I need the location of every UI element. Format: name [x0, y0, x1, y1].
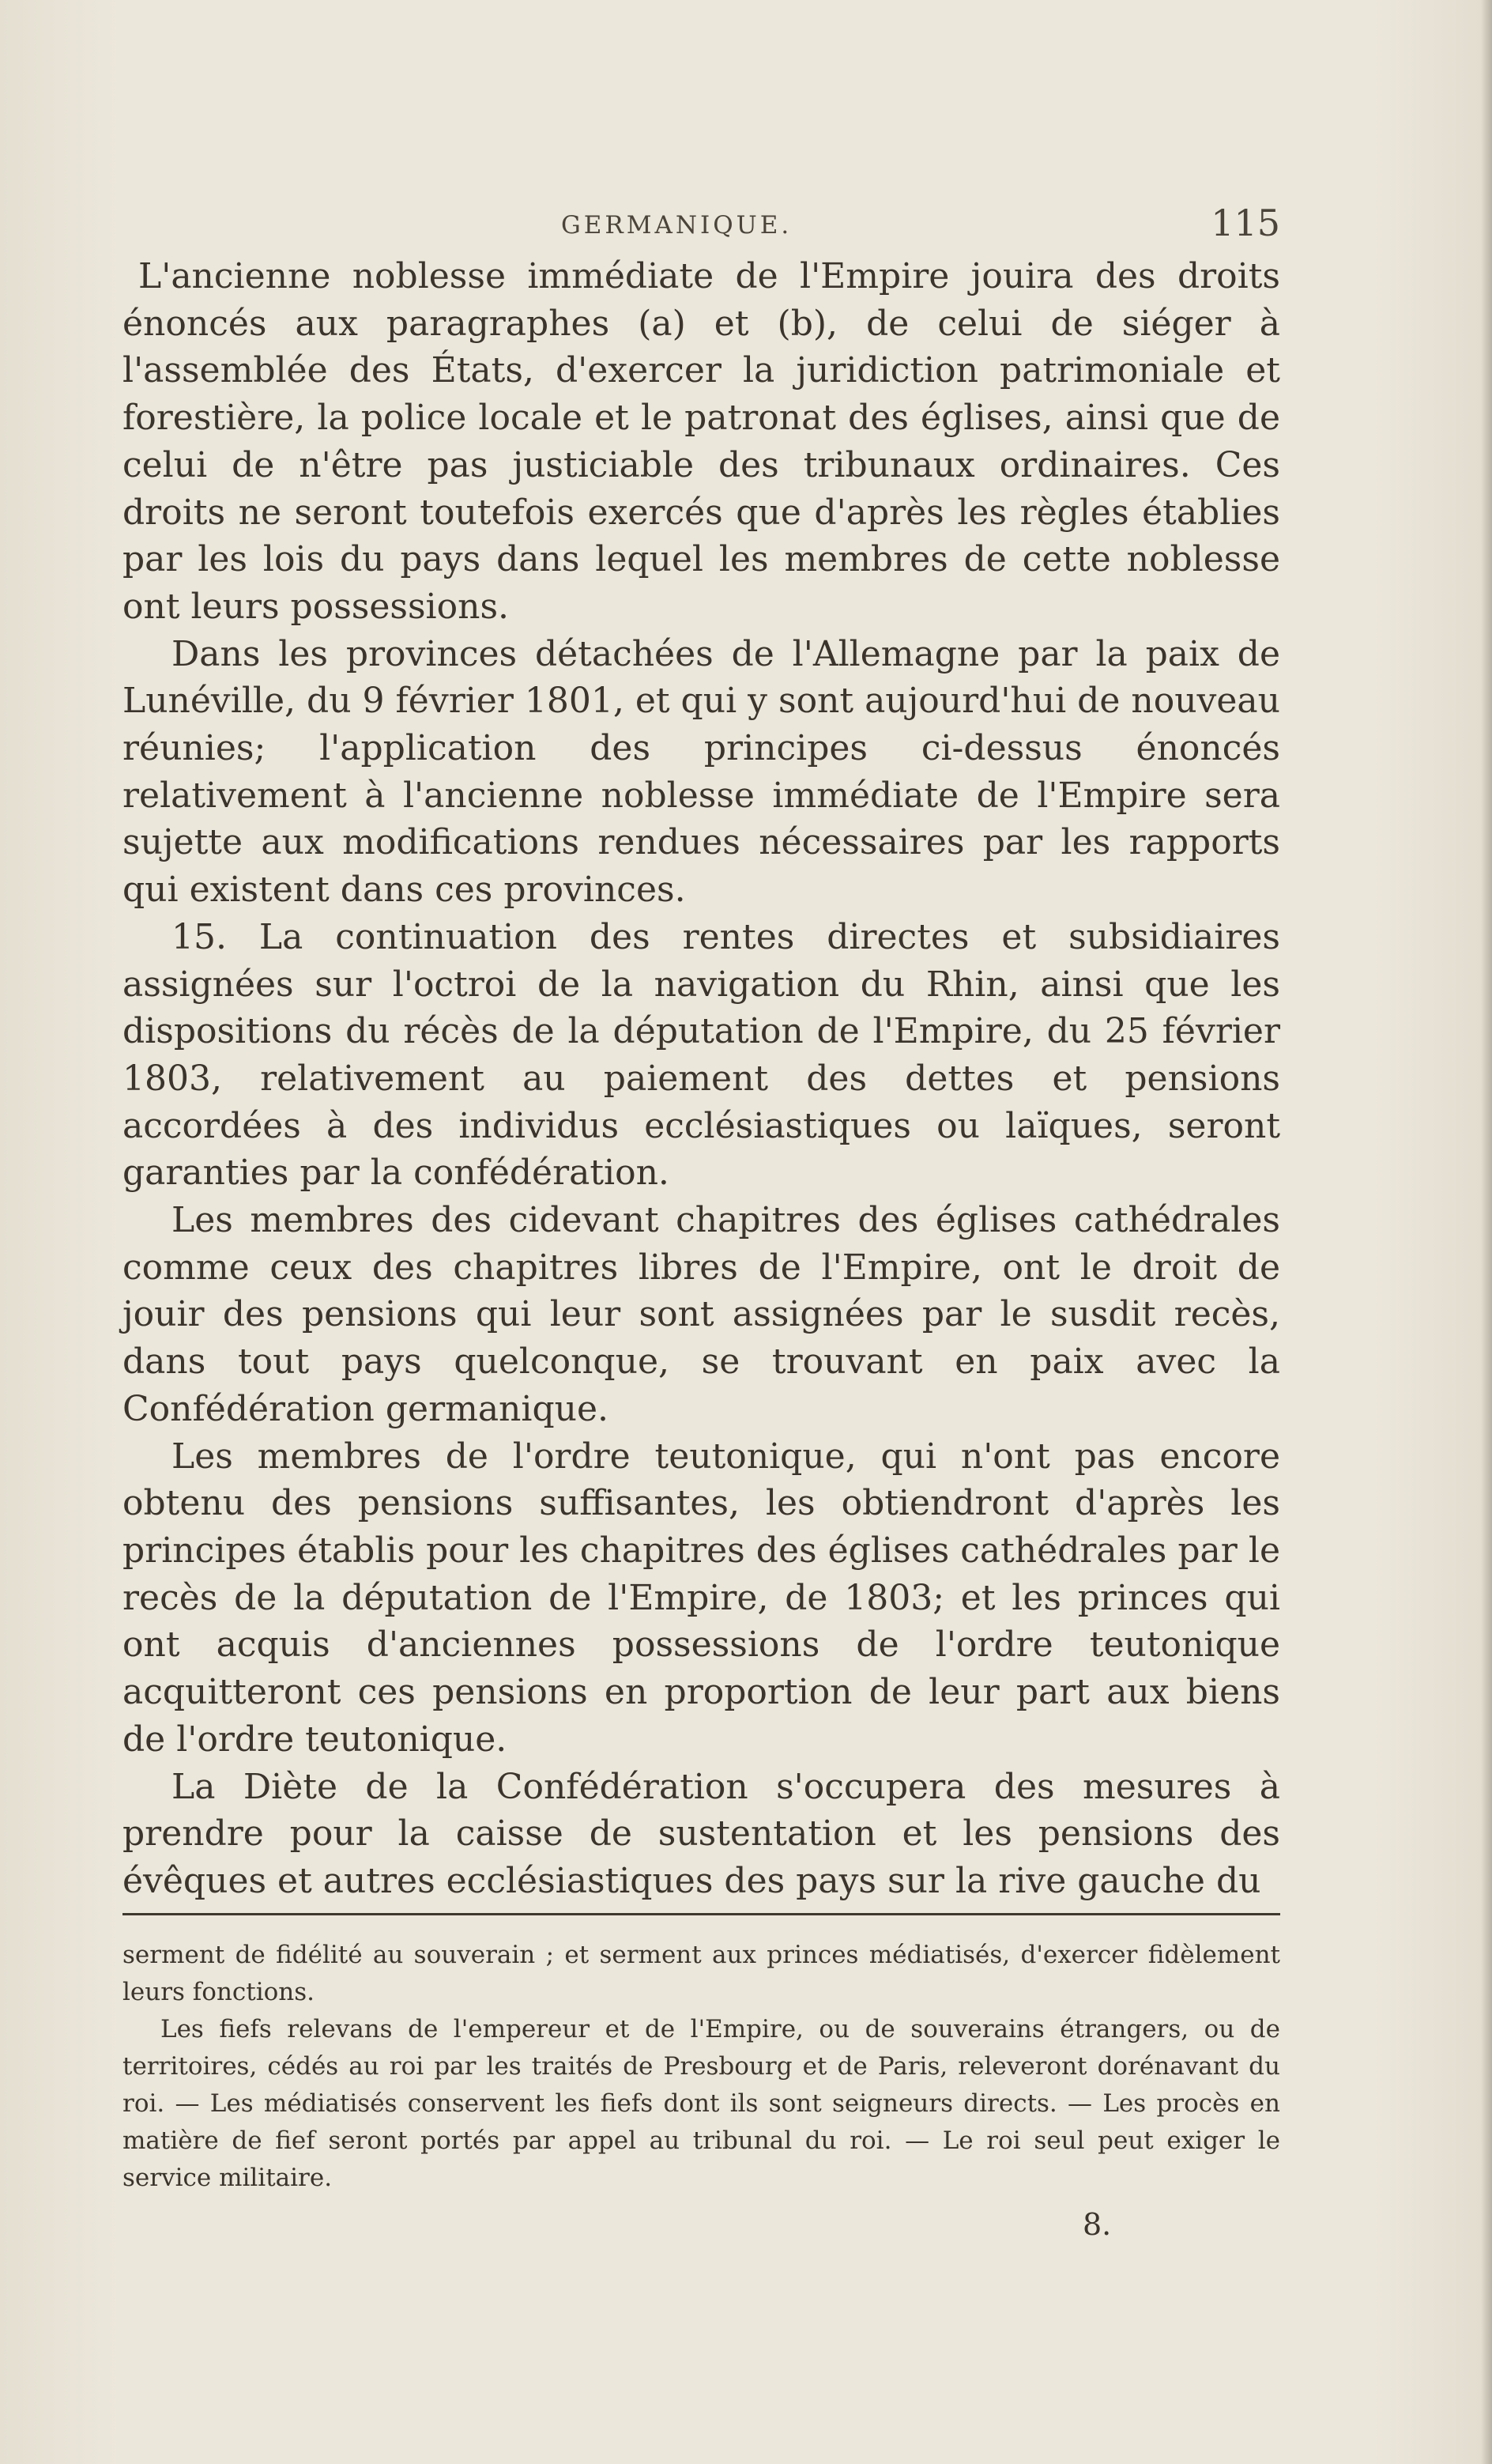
page-header — [122, 202, 1280, 244]
signature-mark: 8. — [1083, 2207, 1112, 2242]
footnote-paragraph: Les fiefs relevans de l'empereur et de l'Empire, ou de souverains étrangers, ou de territoires, cédés au roi par les traités de Presbourg et de Paris, releveront dorénavant du roi. — Les médiatisés conservent les fiefs dont ils sont seigneurs directs. — Les procès en matière de fief seront portés par appel au tribunal du roi. — Le roi seul peut exiger le service militaire. — [122, 2015, 1280, 2192]
article-paragraph: 15. La continuation des rentes directes et subsidiaires assignées sur l'octroi de la navigation du Rhin, ainsi que les dispositions du récès de la députation de l'Empire, du 25 février 1803, relativement au paiement des dettes et pensions accordées à des individus ecclésiastiques ou laïques, seront garanties par la confédération. — [122, 916, 1280, 1194]
footnote-paragraph: serment de fidélité au souverain ; et serment aux princes médiatisés, d'exercer fidèlement leurs fonctions. — [122, 1941, 1280, 2006]
body-paragraph: Dans les provinces détachées de l'Allemagne par la paix de Lunéville, du 9 février 1801, et qui y sont aujourd'hui de nouveau réunies; l'application des principes ci-dessus énoncés relativement à l'ancienne noblesse immédiate de l'Empire sera sujette aux modifications rendues nécessaires par les rapports qui existent dans ces provinces. — [122, 633, 1280, 911]
page-number: 115 — [1211, 202, 1280, 244]
running-title: GERMANIQUE. — [561, 211, 793, 240]
body-paragraph: La Diète de la Confédération s'occupera des mesures à prendre pour la caisse de sustentation et les pensions des évêques et autres ecclésiastiques des pays sur la rive gauche du — [122, 1766, 1280, 1901]
main-text — [122, 253, 1280, 1905]
body-paragraph: L'ancienne noblesse immédiate de l'Empire jouira des droits énoncés aux paragraphes (a) et (b), de celui de siéger à l'assemblée des États, d'exercer la juridiction patrimoniale et forestière, la police locale et le patronat des églises, ainsi que de celui de n'être pas justiciable des tribunaux ordinaires. Ces droits ne seront toutefois exercés que d'après les règles établies par les lois du pays dans lequel les membres de cette noblesse ont leurs possessions. — [122, 256, 1280, 627]
body-paragraph: Les membres des cidevant chapitres des églises cathédrales comme ceux des chapitres libres de l'Empire, ont le droit de jouir des pensions qui leur sont assignées par le susdit recès, dans tout pays quelconque, se trouvant en paix avec la Confédération germanique. — [122, 1200, 1280, 1429]
body-paragraph: Les membres de l'ordre teutonique, qui n'ont pas encore obtenu des pensions suffisantes, les obtiendront d'après les principes établis pour les chapitres des églises cathédrales par le recès de la députation de l'Empire, de 1803; et les princes qui ont acquis d'anciennes possessions de l'ordre teutonique acquitteront ces pensions en proportion de leur part aux biens de l'ordre teutonique. — [122, 1436, 1280, 1760]
page-edge-shadow — [1481, 0, 1492, 2464]
footnote-rule — [122, 1913, 1280, 1915]
footnotes — [122, 1937, 1280, 2197]
